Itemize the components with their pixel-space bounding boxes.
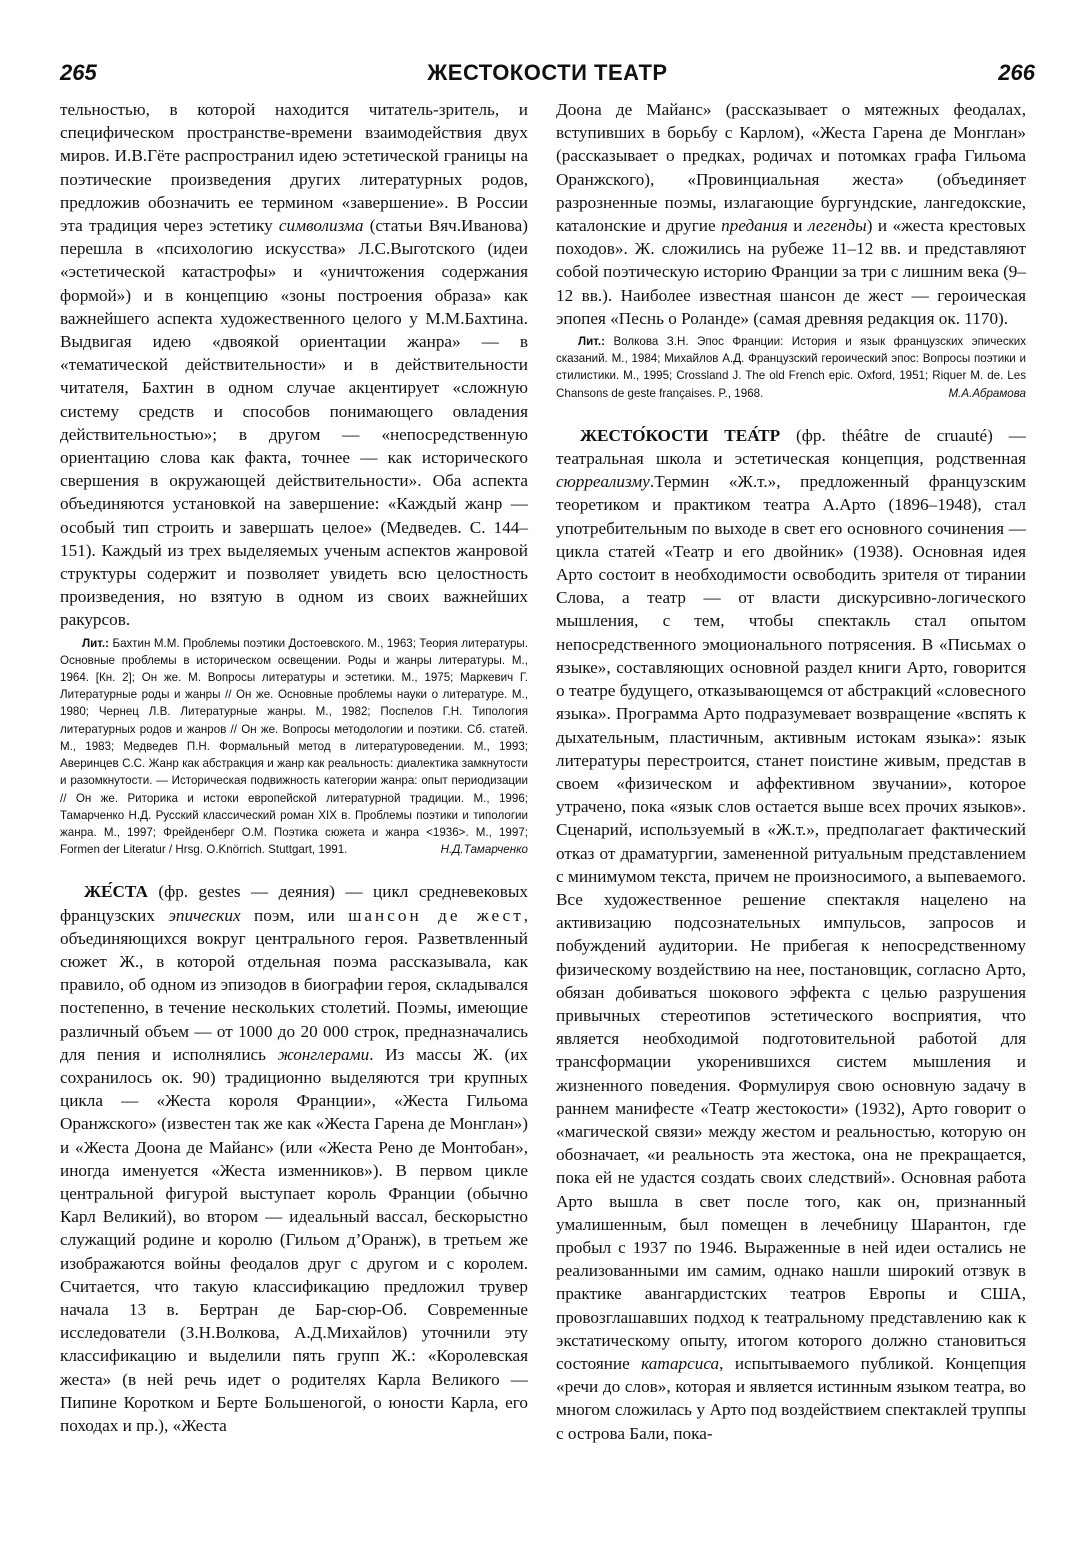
spaced-term: шансон де жест (348, 905, 524, 925)
page-number-right: 266 (998, 60, 1035, 85)
cross-reference-link[interactable]: жонглерами (277, 1044, 370, 1064)
cross-reference-link[interactable]: символизма (278, 216, 364, 236)
entry-headword: ЖЕСТО́КОСТИ ТЕА́ТР (580, 425, 781, 445)
cross-reference-link[interactable]: предания (721, 216, 788, 236)
cross-reference-link[interactable]: сюрреализму (556, 472, 650, 492)
article-continuation: тельностью, в которой находится читатель-зритель, и специфическом пространстве-времени взаимодействия двух миров. И.В.Гёте распространил идею эстетической границы на поэтические произведения других литературных родов, предложив обозначить ее термином «завершение». В России эта традиция через эстетику символизма (статьи Вяч.Иванова) перешла в «психологию искусства» Л.С.Выготского (идеи «эстетической катастрофы» и «уничтожения содержания формой») и в концепцию «зоны построения образа» как важнейшего аспекта художественного целого у М.М.Бахтина. Выдвигая идею «двоякой ориентации жанра» — в «тематической действительности» и в действительности читателя, Бахтин в одном случае акцентирует «сложную систему средств и способов понимающего овладения действительностью»; в другом — «непосредственную ориентацию слова как факта, точнее — как исторического свершения в окружающей действительности». Оба аспекта объединяются установкой на завершение: «Каждый жанр — особый тип строить и завершать целое» (Медведев. С. 144–151). Каждый из трех выделяемых ученым аспектов жанровой структуры содержит и позволяет увидеть всю целостность произведения, но взятую в одном из своих важнейших ракурсов. (60, 100, 529, 630)
article-author: М.А.Абрамова (948, 386, 1026, 400)
entry-zhestokosti-teatr: ЖЕСТО́КОСТИ ТЕА́ТР (фр. théâtre de cruauté) — театральная школа и эстетическая концепция, родственная сюрреализму.Термин «Ж.т.», предложенный французским теоретиком и практиком театра А.Арто (1896–1948), стал употребительным по выходе в свет его основного сочинения — цикла статей «Театр и его двойник» (1938). Основная идея Арто состоит в необходимости освободить зрителя от тирании Слова, а театр — от власти дискурсивно-логического мышления, с тем, чтобы спектакль стал опытом непосредственного эмоционального потрясения. В «Письмах о языке», составляющих основной раздел книги Арто, говорится о театре будущего, отказывающемся от абстракций «словесного языка». Программа Арто подразумевает возвращение «вспять к дыхательным, пластичным, активным истокам языка»: язык литературы перестроится, станет поистине живым, представ в своем «физическом и аффективном звучании», которое утрачено, пока «язык слов остается выше всех прочих языков». Сценарий, используемый в «Ж.т.», предполагает фактический отказ от драматургии, замененной ритуальным представлением с минимумом текста, причем не произносимого, а выпеваемого. Все художественное решение спектакля нацелено на активизацию подсознательных импульсов, запросов и побуждений аудитории. Не прибегая к непосредственному физическому воздействию на нее, постановщик, согласно Арто, обязан добиваться шокового эффекта с целью разрушения привычных стереотипов эстетического восприятия, что является необходимой подготовительной работой для трансформации укоренившихся систем мышления и жизненного поведения. Формулируя свою основную задачу в раннем манифесте «Театр жестокости» (1932), Арто говорит о «магической связи» между жестом и реальностью, которую он обозначает, «и реальность эта жестока, она не прекращается, пока ей не удастся создать своих следствий». Основная работа Арто вышла в свет после того, как он, признанный умалишенным, был помещен в лечебницу Шарантон, где пробыл с 1937 по 1946. Выраженные в ней идеи остались не реализованными им самим, однако нашли широкий отзвук в практике авангардистских театров Европы и США, провозглашавших подход к театральному представлению как к экстатическому опыту, итогом которого должно становиться состояние катарсиса, испытываемого публикой. Концепция «речи до слов», которая и является истинным языком театра, во многом сложилась у Арто под воздействием спектаклей труппы с острова Бали, пока- (556, 425, 1026, 1443)
entry-separator (556, 402, 1026, 424)
bibliography: Лит.: Волкова З.Н. Эпос Франции: История и язык французских эпических сказаний. М., 1984; Михайлов А.Д. Французский героический эпос: Вопросы поэтики и стилистики. М., 1995; Crossland J. The old French epic. Oxford, 1951; Riquer M. de. Les Chansons de geste françaises. P., 1968. (556, 335, 1026, 400)
running-title: ЖЕСТОКОСТИ ТЕАТР (427, 60, 668, 85)
left-column (60, 98, 528, 1437)
entry-headword: ЖЕ́СТА (84, 882, 148, 902)
entry-zhesta-continuation: Доона де Майанс» (рассказывает о мятежных феодалах, вступивших в борьбу с Карлом), «Жеста Гарена де Монглан» (рассказывает о предках, родичах и потомках графа Гильома Оранжского), «Провинциальная жеста» (объединяет разрозненные поэмы, излагающие бургундские, лангедокские, каталонские и другие предания и легенды) и «жеста крестовых походов». Ж. сложились на рубеже 11–12 вв. и представляют собой поэтическую историю Франции за три с лишним века (9–12 вв.). Наиболее известная шансон де жест — героическая эпопея «Песнь о Роланде» (самая древняя редакция ок. 1170). (556, 100, 1026, 328)
right-column (556, 98, 1026, 1445)
running-header (60, 58, 1035, 94)
cross-reference-link[interactable]: эпических (168, 905, 241, 925)
cross-reference-link[interactable]: катарсиса (641, 1353, 720, 1373)
entry-separator (60, 858, 528, 880)
cross-reference-link[interactable]: легенды (807, 216, 867, 236)
bibliography: Лит.: Бахтин М.М. Проблемы поэтики Достоевского. М., 1963; Теория литературы. Основные проблемы в историческом освещении. Роды и жанры литературы. М., 1964. [Кн. 2]; Он же. М. Вопросы литературы и эстетики. М., 1975; Маркевич Г. Литературные роды и жанры // Он же. Основные проблемы науки о литературе. М., 1980; Чернец Л.В. Литературные жанры. М., 1982; Поспелов Г.Н. Типология литературных родов и жанров // Он же. Вопросы методологии и поэтики. Сб. статей. М., 1983; Медведев П.Н. Формальный метод в литературоведении. М., 1993; Аверинцев С.С. Жанр как абстракция и жанр как реальность: диалектика замкнутости и разомкнутости. — Историческая подвижность категории жанра: опыт периодизации // Он же. Риторика и истоки европейской литературной традиции. М., 1996; Тамарченко Н.Д. Русский классический роман XIX в. Проблемы поэтики и типологии жанра. М., 1997; Фрейденберг О.М. Поэтика сюжета и жанра <1936>. М., 1997; Formen der Literatur / Hrsg. O.Knörrich. Stuttgart, 1991. (60, 636, 528, 857)
page-number-left: 265 (60, 60, 97, 85)
article-author: Н.Д.Тамарченко (440, 843, 528, 857)
entry-zhesta: ЖЕ́СТА (фр. gestes — деяния) — цикл средневековых французских эпических поэм, или шансон де жест, объединяющихся вокруг центрального героя. Разветвленный сюжет Ж., в которой отдельная поэма рассказывала, как правило, об одном из эпизодов в биографии героя, складывался постепенно, в течение нескольких столетий. Поэмы, имеющие различный объем — от 1000 до 20 000 строк, предназначались для пения и исполнялись жонглерами. Из массы Ж. (их сохранилось ок. 90) традиционно выделяются три крупных цикла — «Жеста короля Франции», «Жеста Гильома Оранжского» (известен так же как «Жеста Гарена де Монглан») и «Жеста Доона де Майанс» (или «Жеста Рено де Монтобан», иногда именуется «Жеста изменников»). В первом цикле центральной фигурой выступает король Франции (обычно Карл Великий), во втором — идеальный вассал, бескорыстно служащий родине и королю (Гильом д’Оранж), в третьем же изображаются войны феодалов друг с другом и с королем. Считается, что такую классификацию предложил трувер начала 13 в. Бертран де Бар-сюр-Об. Современные исследователи (З.Н.Волкова, А.Д.Михайлов) уточнили эту классификацию и выделили пять групп Ж.: «Королевская жеста» (в ней речь идет о родителях Карла Великого — Пипине Коротком и Берте Большеногой, о юности Карла, его походах и пр.), «Жеста (60, 882, 528, 1435)
